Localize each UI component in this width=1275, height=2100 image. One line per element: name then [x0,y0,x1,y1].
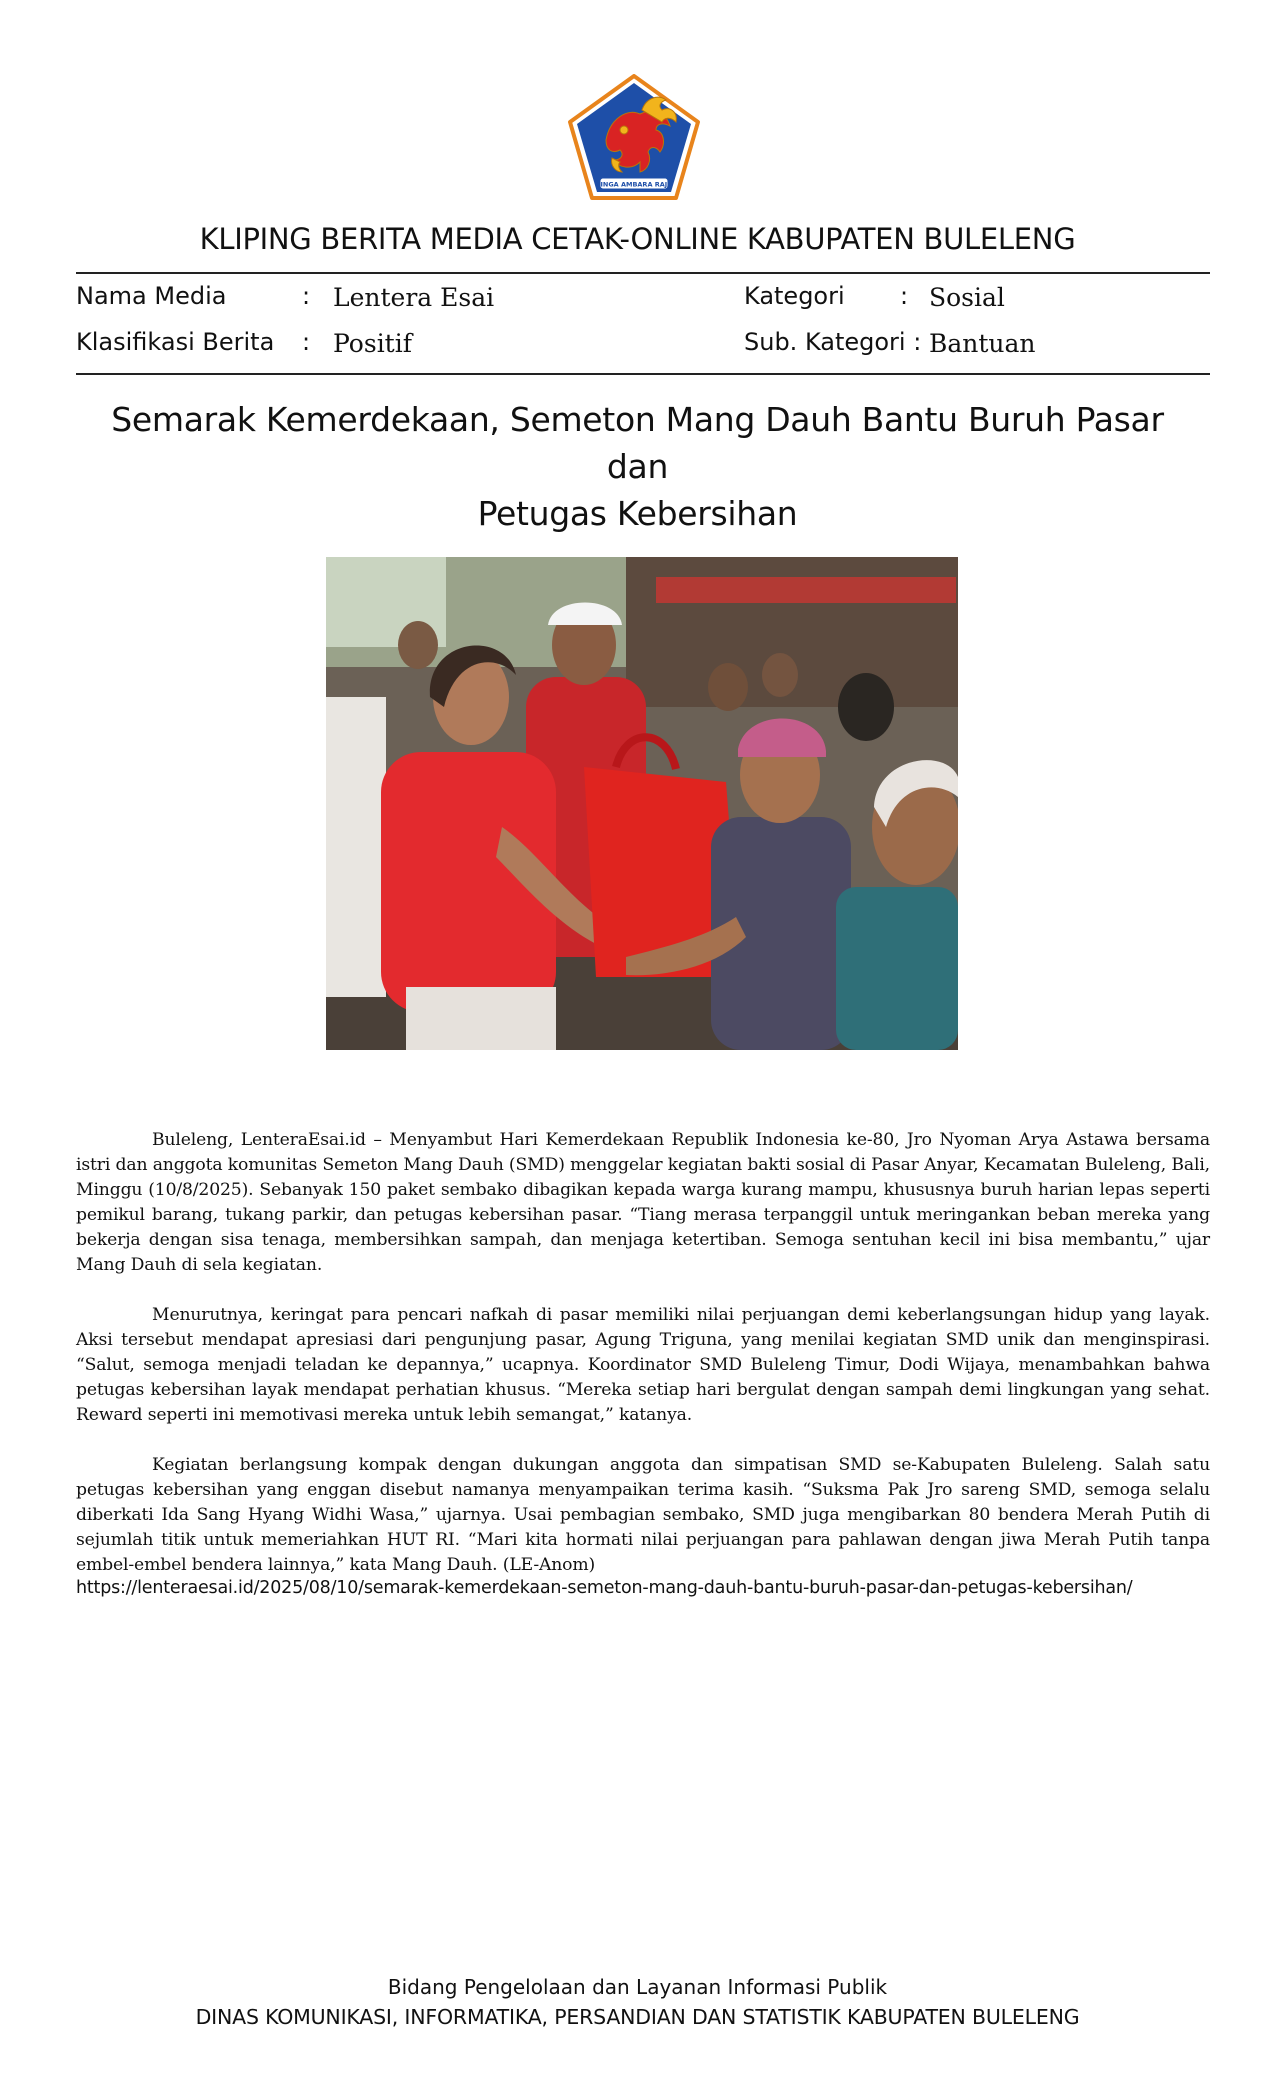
footer-division: Bidang Pengelolaan dan Layanan Informasi Publik [387,1975,888,1999]
footer-agency: DINAS KOMUNIKASI, INFORMATIKA, PERSANDIAN DAN STATISTIK KABUPATEN BULELENG [195,2005,1080,2029]
classification-colon: : [302,328,311,356]
article-photo [326,557,958,1050]
category-value: Sosial [929,283,1005,312]
article-headline [96,396,1179,537]
article-paragraph: Buleleng, LenteraEsai.id – Menyambut Hari Kemerdekaan Republik Indonesia ke-80, Jro Nyoman Arya Astawa bersama istri dan anggota komunitas Semeton Mang Dauh (SMD) menggelar kegiatan bakti sosial di Pasar Anyar, Kecamatan Buleleng, Bali, Minggu (10/8/2025). Sebanyak 150 paket sembako dibagikan kepada warga kurang mampu, khususnya buruh harian lepas seperti pemikul barang, tukang parkir, dan petugas kebersihan pasar. “Tiang merasa terpanggil untuk meringankan beban mereka yang bekerja dengan sisa tenaga, membersihkan sampah, dan menjaga ketertiban. Semoga sentuhan kecil ini bisa membantu,” ujar Mang Dauh di sela kegiatan. [76,1130,1210,1275]
kliping-header-title: KLIPING BERITA MEDIA CETAK-ONLINE KABUPATEN BULELENG [199,222,1076,256]
media-name-colon: : [302,282,311,310]
classification-label: Klasifikasi Berita [76,328,275,356]
header-divider-top [76,272,1210,274]
source-url: https://lenteraesai.id/2025/08/10/semarak-kemerdekaan-semeton-mang-dauh-bantu-buruh-pasar-dan-petugas-kebersihan/ [76,1578,1133,1598]
svg-text:SINGA AMBARA RAJA: SINGA AMBARA RAJA [595,180,673,189]
media-name-value: Lentera Esai [333,283,495,312]
media-name-label: Nama Media [76,282,227,310]
category-colon: : [900,282,909,310]
article-body [76,1128,1210,1603]
article-paragraph: Menurutnya, keringat para pencari nafkah di pasar memiliki nilai perjuangan demi keberlangsungan hidup yang layak. Aksi tersebut mendapat apresiasi dari pengunjung pasar, Agung Triguna, yang menilai kegiatan SMD unik dan menginspirasi. “Salut, semoga menjadi teladan ke depannya,” ucapnya. Koordinator SMD Buleleng Timur, Dodi Wijaya, menambahkan bahwa petugas kebersihan layak mendapat perhatian khusus. “Mereka setiap hari bergulat dengan sampah demi lingkungan yang sehat. Reward seperti ini memotivasi mereka untuk lebih semangat,” katanya. [76,1305,1210,1425]
subcategory-value: Bantuan [929,329,1036,358]
headline-line-2: Petugas Kebersihan [477,494,798,533]
headline-line-1: Semarak Kemerdekaan, Semeton Mang Dauh Bantu Buruh Pasar dan [111,400,1164,486]
category-label: Kategori [744,282,845,310]
buleleng-regency-emblem [566,74,702,202]
header-divider-bottom [76,373,1210,375]
subcategory-label: Sub. Kategori : [744,328,922,356]
classification-value: Positif [333,329,412,358]
article-paragraph: Kegiatan berlangsung kompak dengan dukungan anggota dan simpatisan SMD se-Kabupaten Buleleng. Salah satu petugas kebersihan yang enggan disebut namanya menyampaikan terima kasih. “Suksma Pak Jro sareng SMD, semoga selalu diberkati Ida Sang Hyang Widhi Wasa,” ujarnya. Usai pembagian sembako, SMD juga mengibarkan 80 bendera Merah Putih di sejumlah titik untuk memeriahkan HUT RI. “Mari kita hormati nilai perjuangan para pahlawan dengan jiwa Merah Putih tanpa embel-embel bendera lainnya,” kata Mang Dauh. (LE-Anom) [76,1455,1210,1575]
